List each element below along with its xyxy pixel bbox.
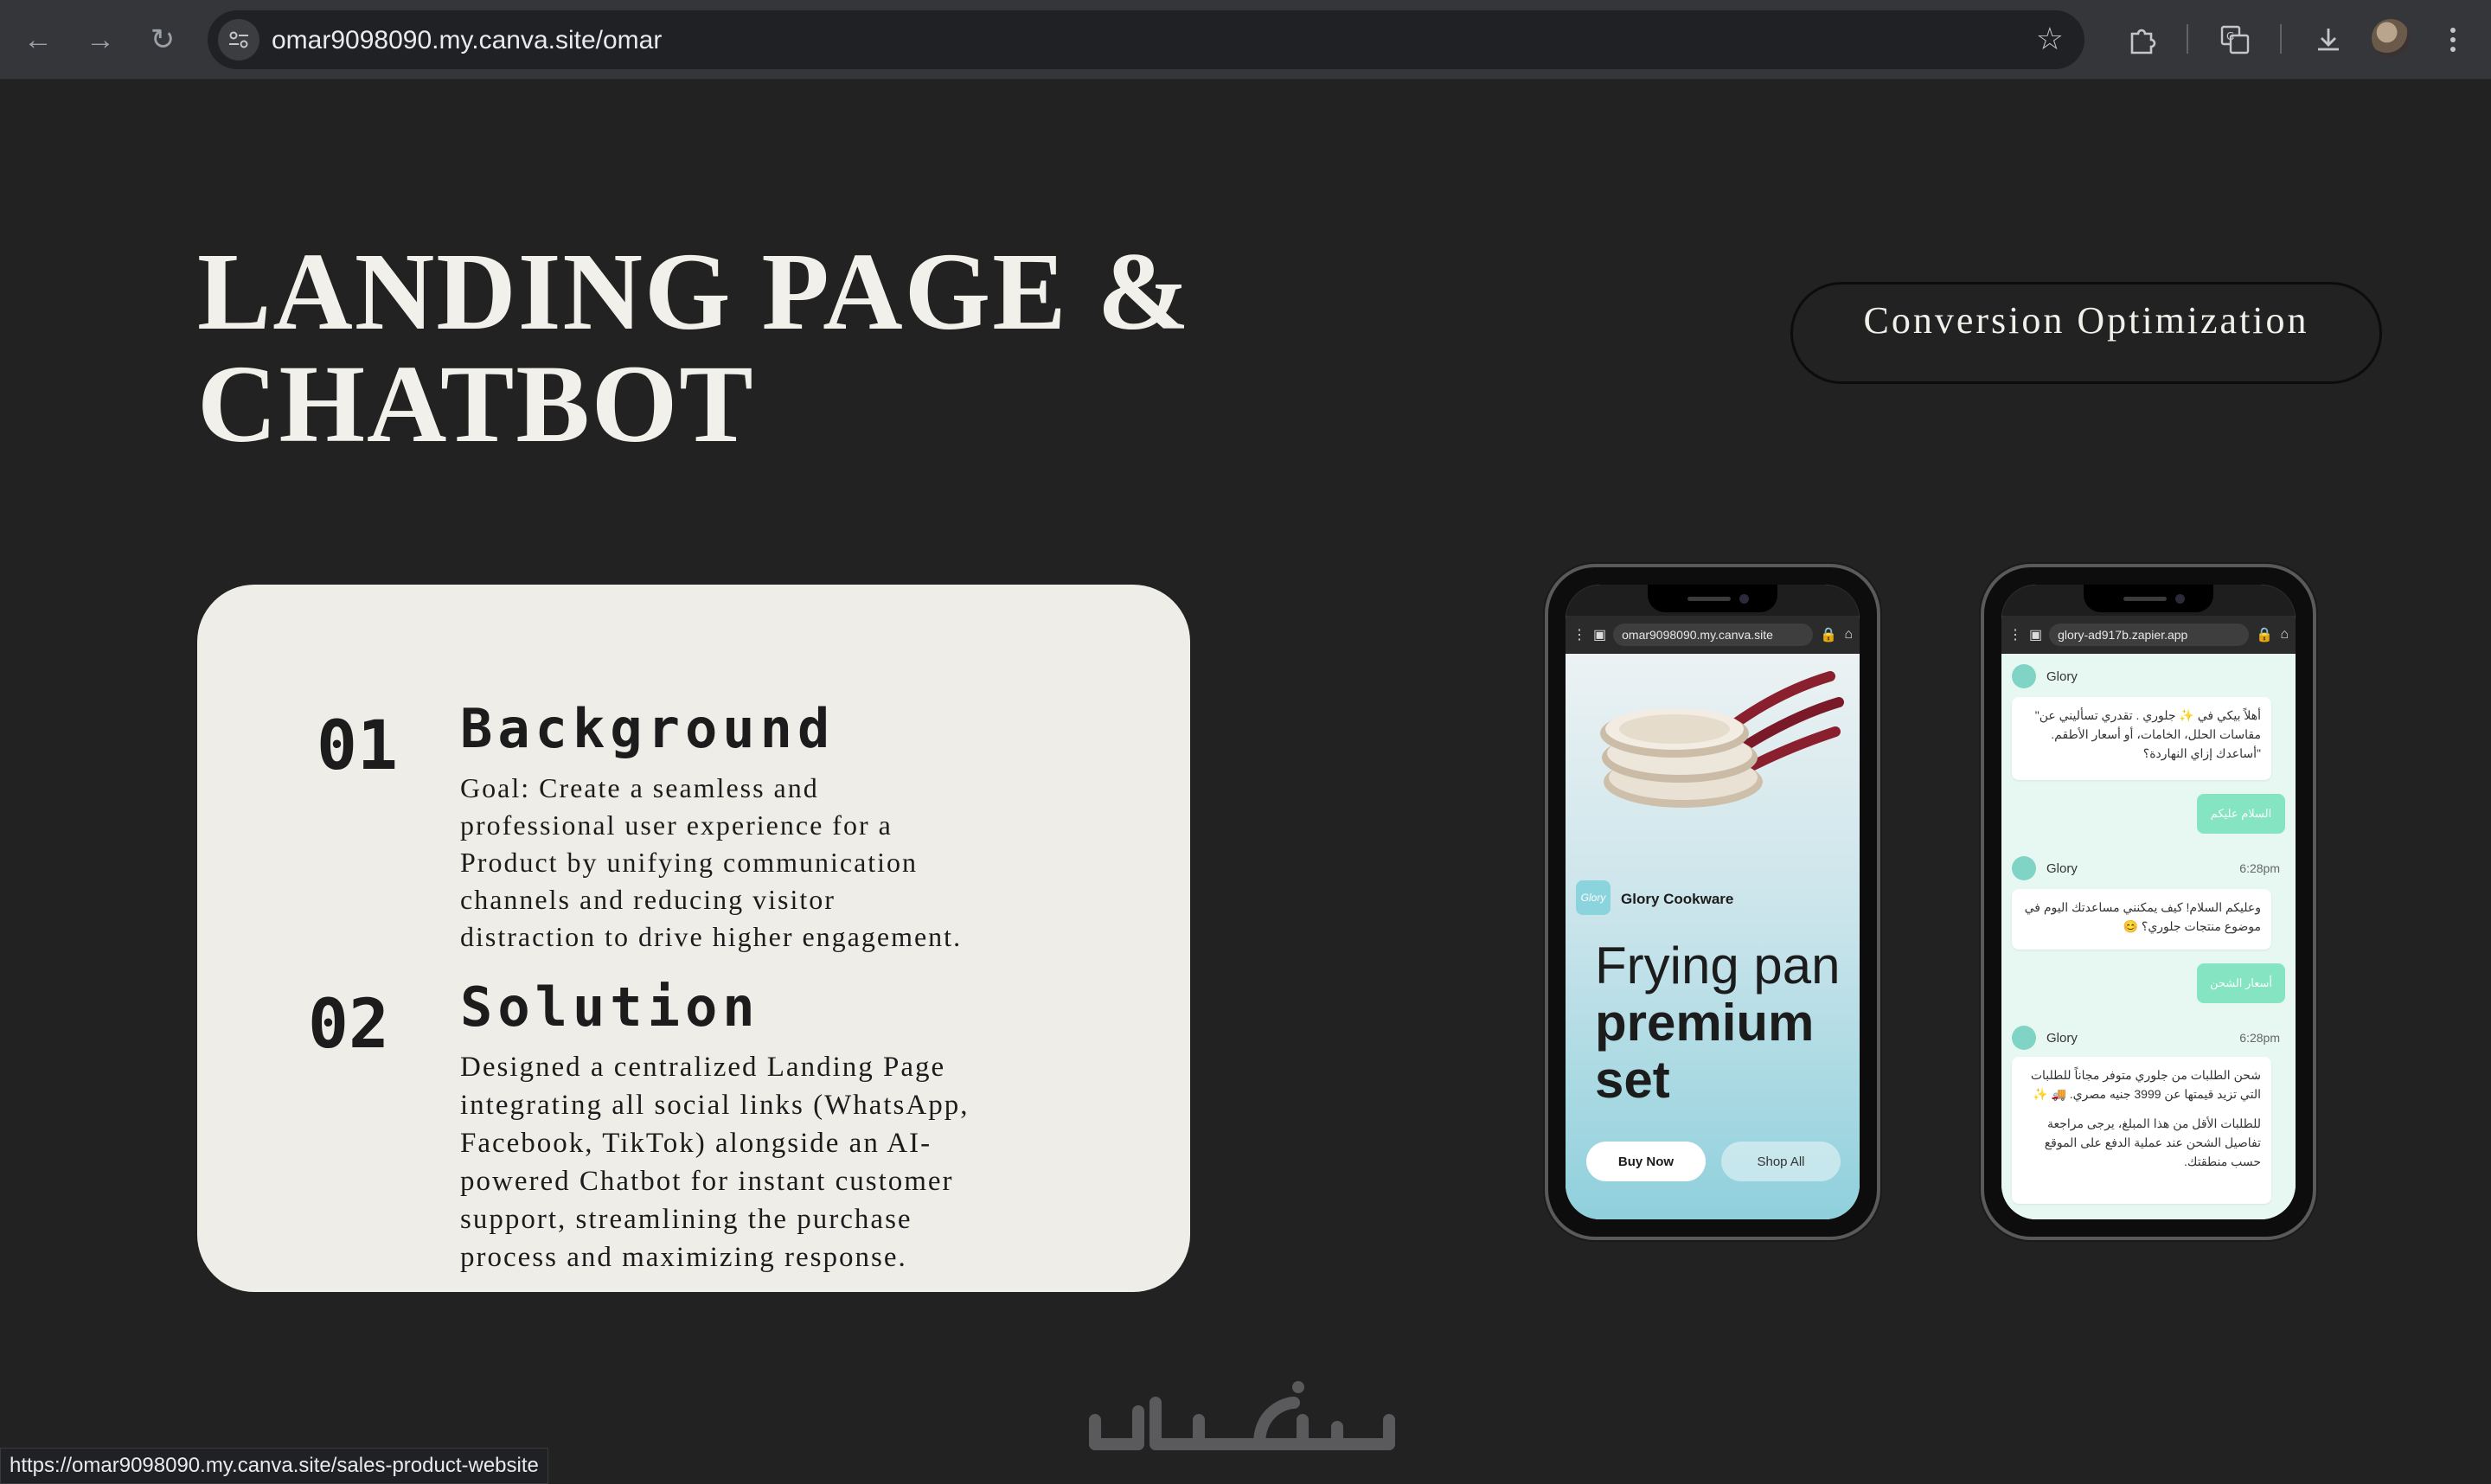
text-line: integrating all social links (WhatsApp, bbox=[460, 1090, 970, 1121]
translate-icon[interactable] bbox=[2214, 19, 2256, 61]
buy-now-button[interactable]: Buy Now bbox=[1586, 1142, 1706, 1181]
text-line: Product by unifying communication bbox=[460, 847, 919, 878]
section-number-02: 02 bbox=[308, 986, 389, 1064]
text-line: professional user experience for a bbox=[460, 809, 893, 841]
background-text bbox=[460, 770, 996, 956]
bot-message: وعليكم السلام! كيف يمكنني مساعدتك اليوم في موضوع منتجات جلوري؟ 😊 bbox=[2012, 889, 2271, 950]
shop-all-button[interactable]: Shop All bbox=[1721, 1142, 1841, 1181]
phone-chatbot-mockup bbox=[1981, 564, 2316, 1240]
more-menu-icon[interactable] bbox=[2432, 19, 2474, 61]
tune-icon bbox=[227, 30, 250, 49]
profile-avatar[interactable] bbox=[2372, 19, 2410, 57]
home-icon: ⌂ bbox=[1844, 627, 1853, 642]
text-line: powered Chatbot for instant customer bbox=[460, 1166, 954, 1197]
brand-logo: Glory bbox=[1576, 880, 1611, 915]
frying-pan-set-image bbox=[1597, 669, 1847, 816]
text-line: Facebook, TikTok) alongside an AI- bbox=[460, 1128, 932, 1159]
mobile-url: omar9098090.my.canva.site bbox=[1613, 624, 1813, 646]
phone-notch bbox=[2084, 585, 2213, 612]
conversion-tag-label: Conversion Optimization bbox=[1863, 299, 2309, 342]
headline-line bbox=[1595, 1052, 1840, 1109]
home-icon: ⌂ bbox=[2280, 627, 2289, 642]
text-line: Designed a centralized Landing Page bbox=[460, 1052, 946, 1083]
text-line: distraction to drive higher engagement. bbox=[460, 921, 963, 952]
bot-avatar bbox=[2012, 1026, 2036, 1050]
headline-line-bold: set bbox=[1595, 1051, 1670, 1109]
forward-arrow-icon[interactable]: → bbox=[86, 22, 115, 56]
bot-message: أهلاً بيكي في ✨ جلوري . تقدري تسأليني عن" مقاسات الحلل، الخامات، أو أسعار الأطقم. "أساعدك إزاي النهاردة؟ bbox=[2012, 697, 2271, 780]
phone-landing-mockup bbox=[1545, 564, 1880, 1240]
tabs-icon: ▣ bbox=[1593, 628, 1607, 643]
link-hover-status: https://omar9098090.my.canva.site/sales-product-website bbox=[0, 1448, 548, 1484]
mobile-url: glory-ad917b.zapier.app bbox=[2049, 624, 2249, 646]
reload-icon[interactable]: ↻ bbox=[150, 23, 176, 56]
bookmark-star-icon[interactable]: ☆ bbox=[2035, 21, 2064, 56]
landing-page-preview bbox=[1566, 654, 1860, 1219]
solution-text bbox=[460, 1048, 996, 1276]
hero-headline bbox=[1595, 937, 1840, 1109]
title-line-2: CHATBOT bbox=[197, 342, 755, 465]
mobile-browser-bar bbox=[1566, 616, 1860, 654]
page-title bbox=[197, 230, 1192, 465]
headline-line-bold: premium bbox=[1595, 994, 1815, 1052]
toolbar-divider bbox=[2187, 24, 2188, 54]
headline-line bbox=[1595, 995, 1840, 1052]
tabs-icon: ▣ bbox=[2029, 628, 2043, 643]
content-card bbox=[197, 585, 1190, 1292]
text-line: support, streamlining the purchase bbox=[460, 1204, 913, 1235]
kebab-icon: ⋮ bbox=[1572, 628, 1586, 643]
message-time: 6:28pm bbox=[2239, 1031, 2280, 1045]
bot-avatar bbox=[2012, 856, 2036, 880]
section-number-01: 01 bbox=[317, 707, 398, 785]
message-time: 6:28pm bbox=[2239, 861, 2280, 875]
toolbar-divider bbox=[2280, 24, 2282, 54]
download-icon[interactable] bbox=[2308, 19, 2349, 61]
section-heading-solution: Solution bbox=[460, 975, 760, 1039]
bot-avatar bbox=[2012, 664, 2036, 688]
text-line: Goal: Create a seamless and bbox=[460, 772, 819, 803]
brand-name: Glory Cookware bbox=[1621, 891, 1734, 907]
site-settings-icon[interactable] bbox=[218, 19, 259, 61]
kebab-icon: ⋮ bbox=[2008, 628, 2022, 643]
message-text: للطلبات الأقل من هذا المبلغ، يرجى مراجعة تفاصيل الشحن عند عملية الدفع على الموقع حسب منطقتك. bbox=[2044, 1116, 2261, 1168]
headline-line: Frying pan bbox=[1595, 937, 1841, 995]
bot-name: Glory bbox=[2046, 861, 2078, 876]
address-bar[interactable] bbox=[208, 10, 2084, 69]
section-heading-background: Background bbox=[460, 697, 836, 760]
user-message: السلام عليكم bbox=[2197, 794, 2285, 834]
browser-toolbar bbox=[0, 0, 2491, 80]
text-line: process and maximizing response. bbox=[460, 1242, 907, 1273]
khamsat-logo bbox=[1086, 1377, 1398, 1463]
mobile-browser-bar bbox=[2001, 616, 2296, 654]
back-arrow-icon[interactable]: ← bbox=[23, 22, 53, 56]
phone-screen bbox=[1566, 585, 1860, 1219]
bot-name: Glory bbox=[2046, 1031, 2078, 1046]
phone-screen bbox=[2001, 585, 2296, 1219]
lock-icon: 🔒 bbox=[2256, 628, 2274, 643]
title-line-1: LANDING PAGE & bbox=[197, 230, 1192, 353]
message-text: شحن الطلبات من جلوري متوفر مجاناً للطلبات التي تزيد قيمتها عن 3999 جنيه مصري. 🚚 ✨ bbox=[2030, 1068, 2261, 1101]
url-text[interactable]: omar9098090.my.canva.site/omar bbox=[272, 26, 663, 54]
bot-name: Glory bbox=[2046, 669, 2078, 684]
lock-icon: 🔒 bbox=[1820, 628, 1838, 643]
user-message: أسعار الشحن bbox=[2197, 963, 2285, 1003]
conversion-tag bbox=[1790, 282, 2382, 384]
extensions-puzzle-icon[interactable] bbox=[2121, 19, 2162, 61]
text-line: channels and reducing visitor bbox=[460, 884, 836, 915]
bot-message bbox=[2012, 1057, 2271, 1204]
phone-notch bbox=[1648, 585, 1777, 612]
chatbot-preview bbox=[2001, 654, 2296, 1219]
svg-text:G: G bbox=[2226, 30, 2235, 42]
